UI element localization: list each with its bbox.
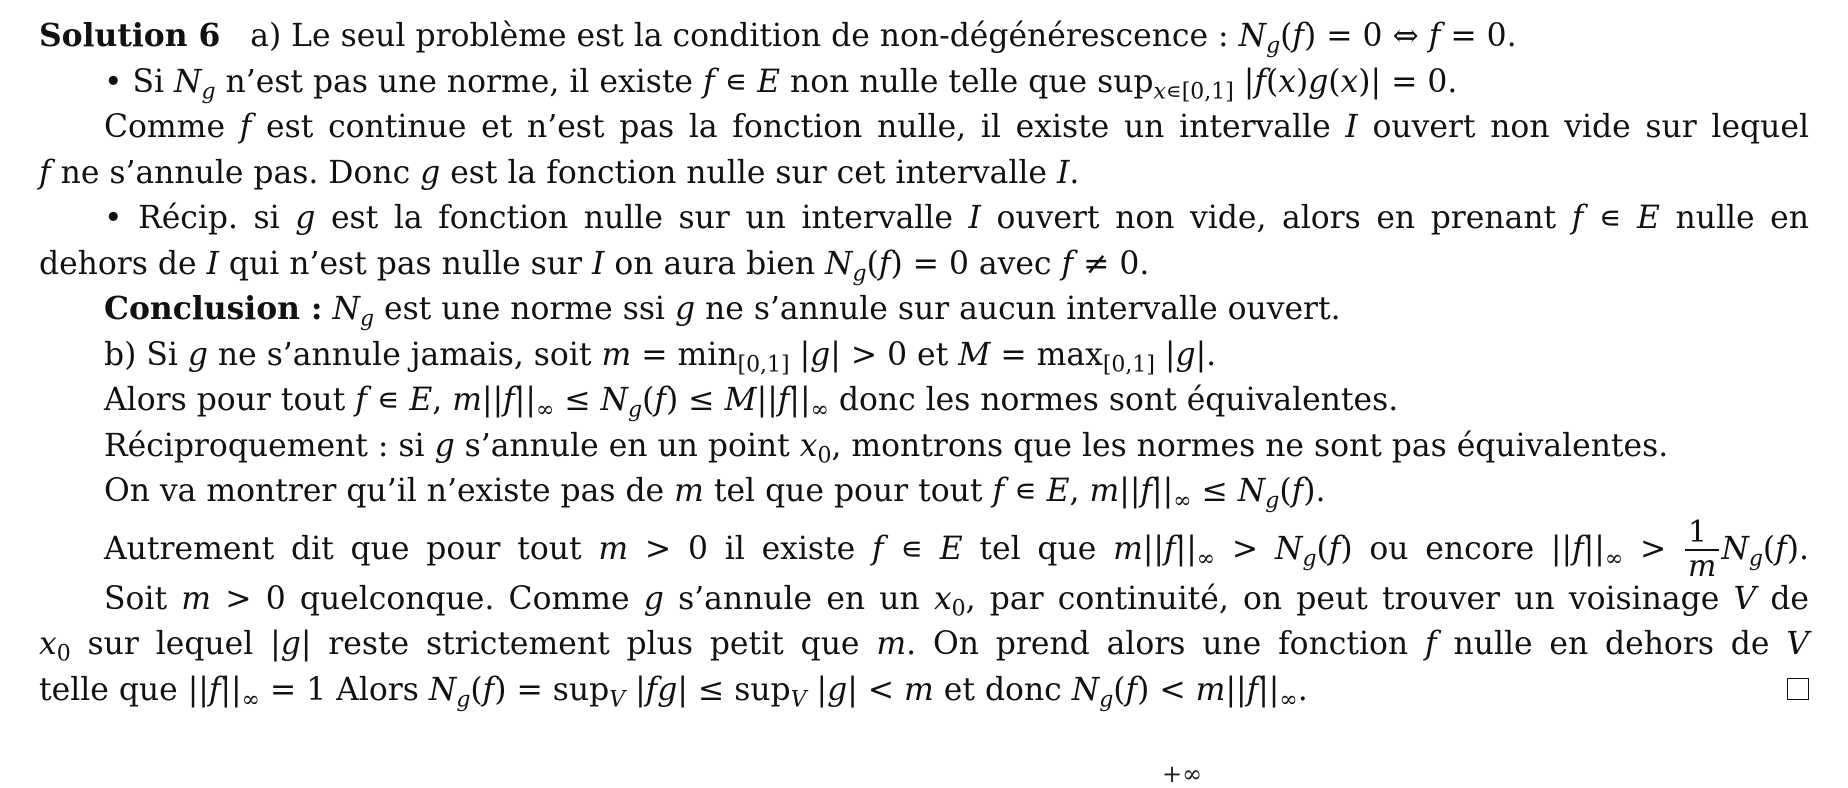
line-5: • Récip. si g est la fonction nulle sur un intervalle I ouvert non vide, alors en prenant f ∊ E nulle en [104,200,1809,236]
line-14: $x_0$ sur lequel |g| reste strictement plus petit que m. On prend alors une fonction f nulle en dehors de V [39,626,1809,667]
line-4: f ne s’annule pas. Donc g est la fonction nulle sur cet intervalle I. [39,154,1080,191]
line-1: Solution 6 a) Le seul problème est la condition de non-dégénérescence : $N_g(f) = 0$ ⇔ f = 0. [39,18,1517,59]
line-12: Autrement dit que pour tout m > 0 il existe f ∊ E tel que $m||f||_\infty > N_g(f)$ ou encore $||f||_\infty$ > $\frac{1}{m}$ $N_g(f)$. [104,515,1809,584]
line-8: b) Si g ne s’annule jamais, soit $m = \min_{[0,1]} |g| > 0$ et $M = \max_{[0,1]} |g|$. [104,336,1217,378]
line-15: telle que $||f||_\infty = 1$ Alors $N_g(f) = sup_V$ |fg| ≤ sup$_V$ |g| < m et donc $N_g(f) < m||f||_\infty$. [39,668,1809,714]
solution-title: Solution 6 [39,18,221,54]
qed-square-icon [1787,678,1809,700]
line-11: On va montrer qu’il n’existe pas de m tel que pour tout f ∊ E, $m||f||_\infty \le N_g(f)$. [104,473,1326,514]
line-13: Soit m > 0 quelconque. Comme g s’annule en un $x_0$, par continuité, on peut trouver un voisinage V de [104,580,1809,622]
clipped-next-formula-fragment: +∞ [1162,760,1203,788]
line-9: Alors pour tout f ∊ E, $m||f||_\infty \le N_g(f) \le M||f||_\infty$ donc les normes sont équivalentes. [104,382,1399,423]
fraction-1-over-m: $\frac{1}{m}$ [1685,517,1719,582]
solution-text [39,14,1809,713]
line-6: dehors de I qui n’est pas nulle sur I on aura bien $N_g(f) = 0$ avec f ≠ 0. [39,245,1150,287]
line-10: Réciproquement : si g s’annule en un point $x_0$, montrons que les normes ne sont pas équivalentes. [104,427,1669,469]
line-3: Comme f est continue et n’est pas la fonction nulle, il existe un intervalle I ouvert non vide sur lequel [104,109,1809,145]
line-7-conclusion: Conclusion : $N_g$ est une norme ssi g ne s’annule sur aucun intervalle ouvert. [104,291,1341,332]
line-2: • Si $N_g$ n’est pas une norme, il existe f ∊ E non nulle telle que sup$_{x∊[0,1]}$ |f(x)g(x)| = 0. [104,63,1458,105]
